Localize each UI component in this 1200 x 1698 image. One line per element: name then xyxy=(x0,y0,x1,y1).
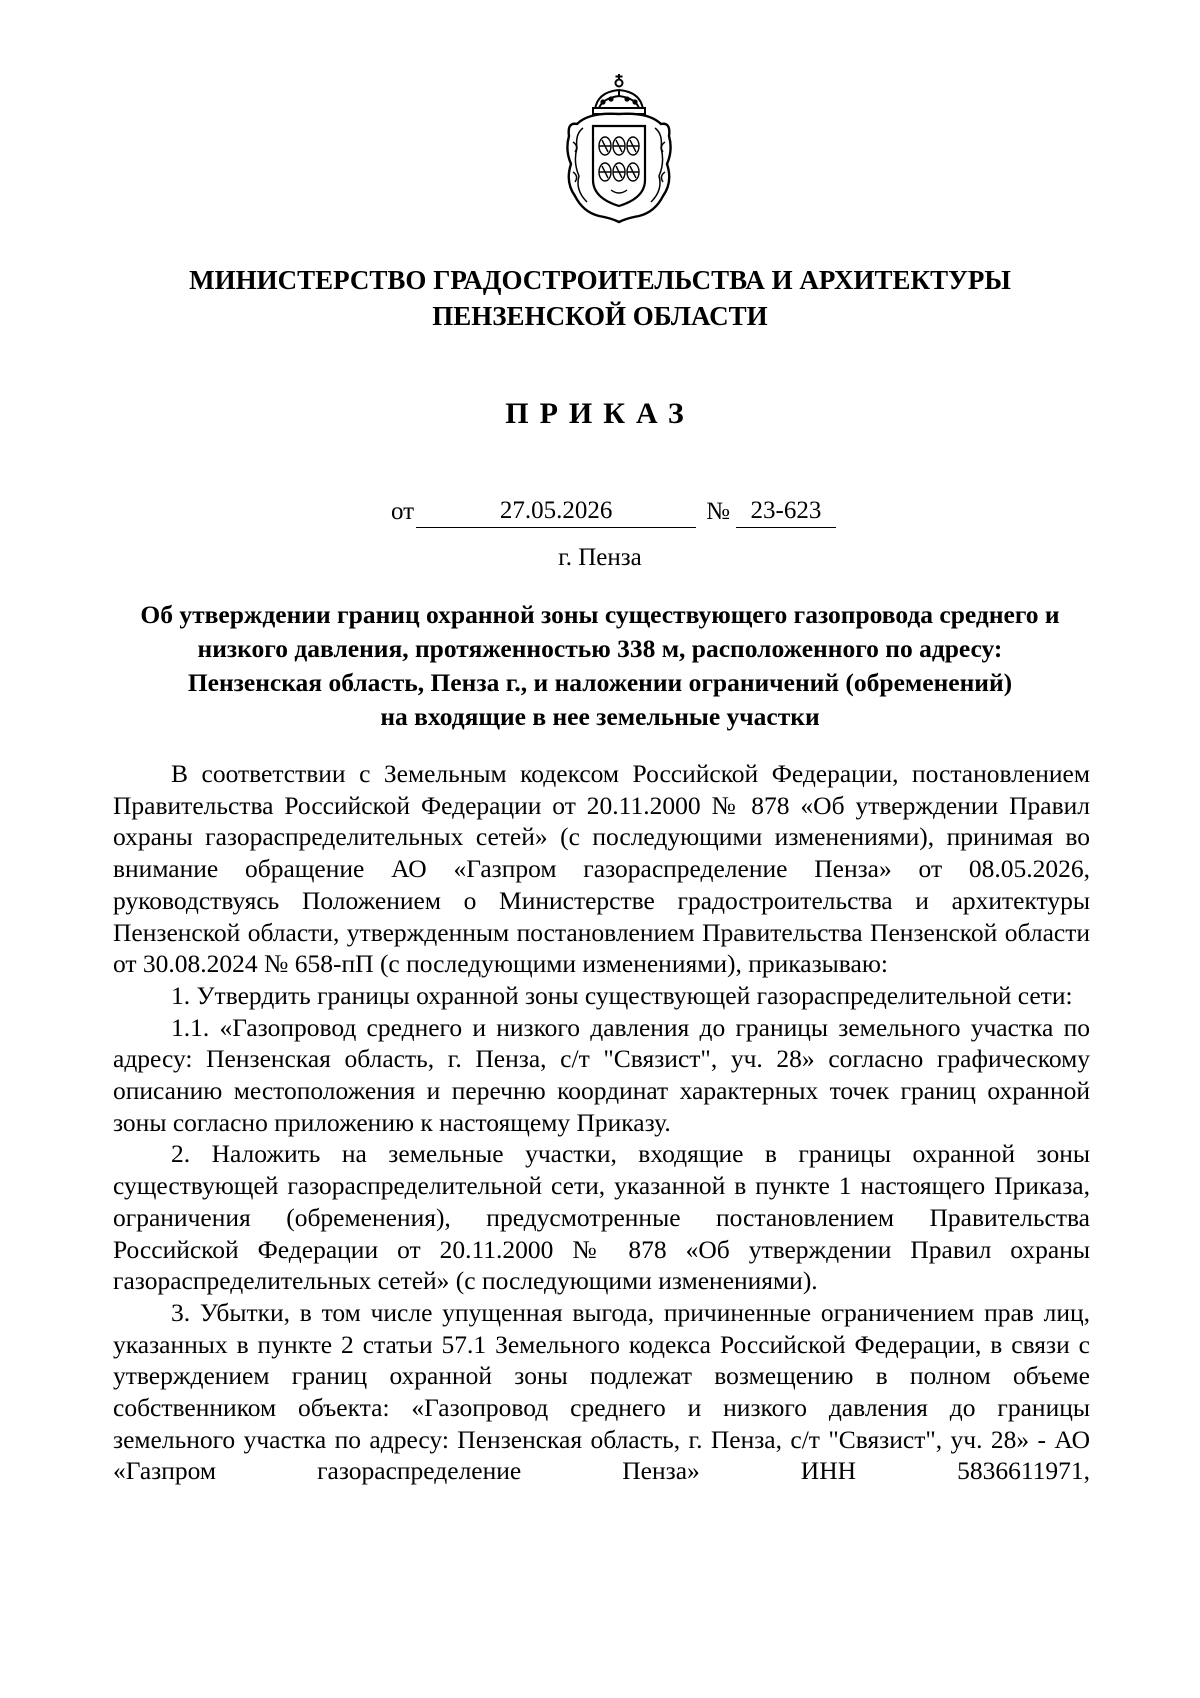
penza-oblast-coat-of-arms-icon xyxy=(559,72,679,224)
item-1-1-paragraph: 1.1. «Газопровод среднего и низкого давления до границы земельного участка по адресу: Пензенская область, г. Пенза, с/т "Связист", уч. 28» согласно графическому описанию местоположения и перечню координат характерных точек границ охранной зоны согласно приложению к настоящему Приказу. xyxy=(113,1012,1090,1137)
ministry-name xyxy=(0,262,1200,334)
document-title-line-4: на входящие в нее земельные участки xyxy=(380,702,820,731)
city-of-issue: г. Пенза xyxy=(558,544,642,571)
preamble-paragraph: В соответствии с Земельным кодексом Российской Федерации, постановлением Правительства Российской Федерации от 20.11.2000 № 878 «Об утверждении Правил охраны газораспределительных сетей» (с последующими изменениями), принимая во внимание обращение АО «Газпром газораспределение Пенза» от 08.05.2026, руководствуясь Положением о Министерстве градостроительства и архитектуры Пензенской области, утвержденным постановлением Правительства Пензенской области от 30.08.2024 № 658-пП (с последующими изменениями), приказываю: xyxy=(113,759,1090,979)
document-title-line-1: Об утверждении границ охранной зоны существующего газопровода среднего и xyxy=(140,600,1060,629)
document-title-line-2: низкого давления, протяженностью 338 м, расположенного по адресу: xyxy=(197,634,1003,663)
item-1-paragraph: 1. Утвердить границы охранной зоны существующей газораспределительной сети: xyxy=(171,980,1073,1010)
number-prefix: № xyxy=(706,498,730,525)
document-date: 27.05.2026 xyxy=(416,494,696,528)
date-prefix: от xyxy=(391,498,415,525)
document-type: ПРИКАЗ xyxy=(505,397,695,430)
item-2-paragraph: 2. Наложить на земельные участки, входящие в границы охранной зоны существующей газораспределительной сети, указанной в пункте 1 настоящего Приказа, ограничения (обременения), предусмотренные постановлением Правительства Российской Федерации от 20.11.2000 № 878 «Об утверждении Правил охраны газораспределительных сетей» (с последующими изменениями). xyxy=(113,1139,1090,1296)
document-title xyxy=(110,598,1090,734)
ministry-name-line-2: ПЕНЗЕНСКОЙ ОБЛАСТИ xyxy=(432,301,768,331)
document-body xyxy=(113,758,1090,1487)
date-number-line xyxy=(391,494,836,530)
item-3-paragraph: 3. Убытки, в том числе упущенная выгода, причиненные ограничением прав лиц, указанных в пункте 2 статьи 57.1 Земельного кодекса Российской Федерации, в связи с утверждением границ охранной зоны подлежат возмещению в полном объеме собственником объекта: «Газопровод среднего и низкого давления до границы земельного участка по адресу: Пензенская область, г. Пенза, с/т "Связист", уч. 28» - АО «Газпром газораспределение Пенза» ИНН 5836611971, xyxy=(113,1297,1090,1486)
document-title-line-3: Пензенская область, Пенза г., и наложении ограничений (обременений) xyxy=(187,668,1013,697)
document-number: 23-623 xyxy=(736,494,836,528)
ministry-name-line-1: МИНИСТЕРСТВО ГРАДОСТРОИТЕЛЬСТВА И АРХИТЕКТУРЫ xyxy=(189,265,1011,295)
